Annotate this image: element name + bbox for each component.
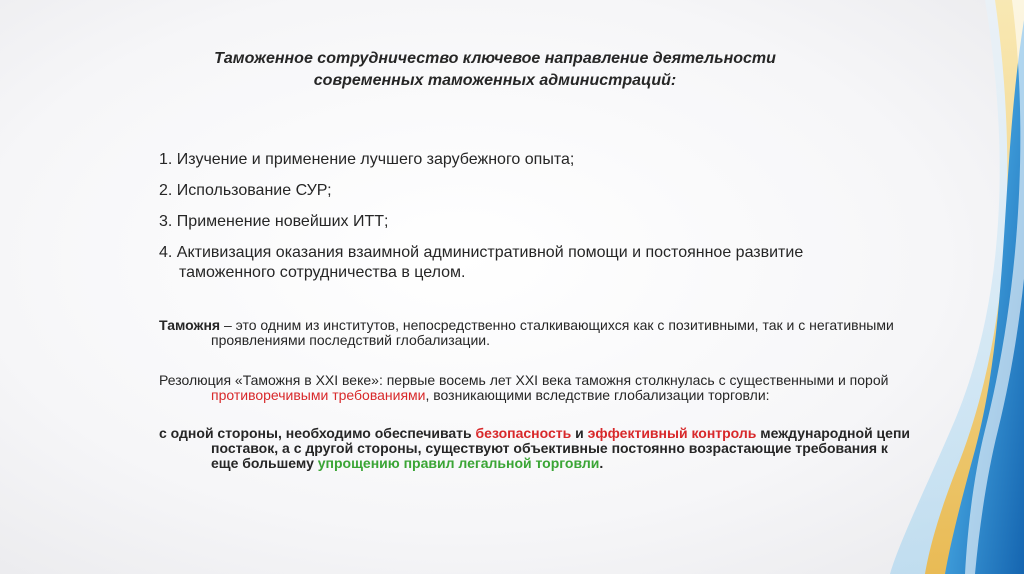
customs-term: Таможня bbox=[159, 317, 221, 333]
balance-text-2: и bbox=[571, 425, 588, 441]
numbered-list bbox=[159, 150, 879, 294]
list-item: 2. Использование СУР; bbox=[159, 182, 332, 199]
resolution-highlight: противоречивыми требованиями bbox=[211, 387, 426, 403]
trade-simplification-highlight: упрощению правил легальной торговли bbox=[317, 455, 600, 471]
balance-text-end: . bbox=[599, 455, 604, 471]
balance-text-3: международной цепи поставок, а с другой стороны, существуют объективные постоянно возрастающие требования к еще большему bbox=[211, 425, 911, 471]
customs-definition-text: – это одним из институтов, непосредственно сталкивающихся как с позитивными, так и с негативными проявлениями последствий глобализации. bbox=[211, 317, 894, 348]
resolution-text-before: Резолюция «Таможня в XXI веке»: первые восемь лет XXI века таможня столкнулась с существенными и порой bbox=[159, 372, 889, 388]
slide-title-line-1: Таможенное сотрудничество ключевое направление деятельности bbox=[214, 50, 776, 67]
slide-title-line-2: современных таможенных администраций: bbox=[313, 72, 677, 89]
list-item: 1. Изучение и применение лучшего зарубежного опыта; bbox=[159, 151, 575, 168]
balance-text-1: с одной стороны, необходимо обеспечивать bbox=[159, 425, 476, 441]
resolution-text-after: , возникающими вследствие глобализации торговли: bbox=[425, 387, 770, 403]
resolution-paragraph bbox=[159, 373, 911, 403]
list-item: 4. Активизация оказания взаимной административной помощи и постоянное развитие таможенного сотрудничества в целом. bbox=[159, 244, 804, 281]
balance-paragraph bbox=[159, 426, 911, 471]
list-item: 3. Применение новейших ИТТ; bbox=[159, 213, 389, 230]
security-highlight: безопасность bbox=[475, 425, 572, 441]
slide-title bbox=[150, 48, 840, 92]
control-highlight: эффективный контроль bbox=[587, 425, 757, 441]
customs-definition-paragraph bbox=[159, 318, 911, 348]
